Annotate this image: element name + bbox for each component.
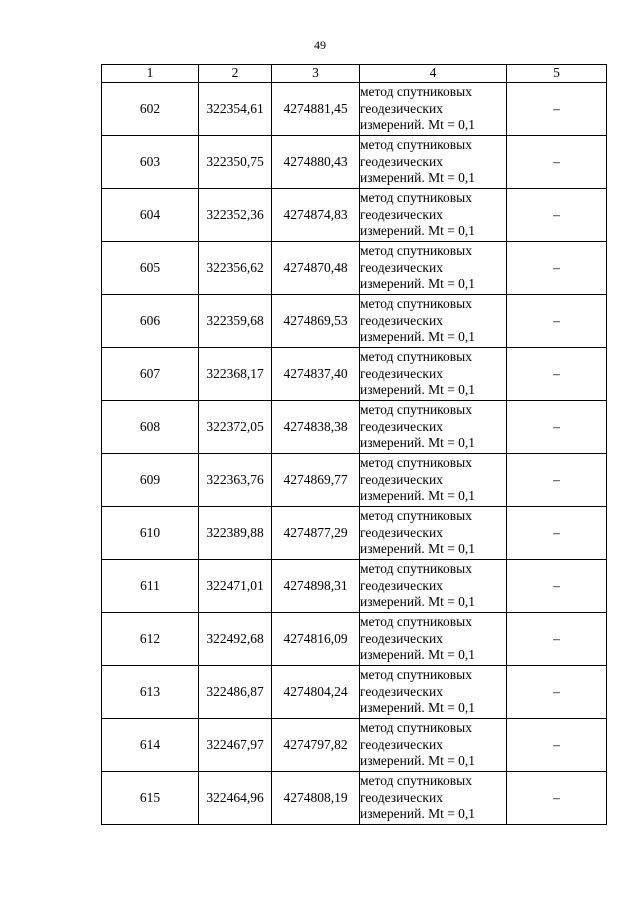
table-row bbox=[102, 348, 607, 401]
method-cell bbox=[360, 242, 507, 295]
method-cell bbox=[360, 560, 507, 613]
point-number-cell: 603 bbox=[102, 136, 199, 189]
note-cell: – bbox=[507, 348, 607, 401]
y-coordinate-cell: 4274877,29 bbox=[272, 507, 360, 560]
y-coordinate-cell: 4274838,38 bbox=[272, 401, 360, 454]
column-header-3: 3 bbox=[272, 65, 360, 83]
y-coordinate-cell: 4274874,83 bbox=[272, 189, 360, 242]
note-cell: – bbox=[507, 83, 607, 136]
column-header-4: 4 bbox=[360, 65, 507, 83]
point-number-cell: 604 bbox=[102, 189, 199, 242]
method-text: метод спутниковых геодезических измерений. Mt = 0,1 bbox=[360, 667, 476, 716]
table-header bbox=[102, 65, 607, 83]
point-number-cell: 614 bbox=[102, 719, 199, 772]
method-text: метод спутниковых геодезических измерений. Mt = 0,1 bbox=[360, 137, 476, 186]
point-number-cell: 606 bbox=[102, 295, 199, 348]
method-text: метод спутниковых геодезических измерений. Mt = 0,1 bbox=[360, 84, 476, 133]
note-cell: – bbox=[507, 560, 607, 613]
y-coordinate-cell: 4274816,09 bbox=[272, 613, 360, 666]
note-cell: – bbox=[507, 295, 607, 348]
x-coordinate-cell: 322372,05 bbox=[199, 401, 272, 454]
method-cell bbox=[360, 401, 507, 454]
method-text: метод спутниковых геодезических измерений. Mt = 0,1 bbox=[360, 190, 476, 239]
table-row bbox=[102, 401, 607, 454]
x-coordinate-cell: 322352,36 bbox=[199, 189, 272, 242]
note-cell: – bbox=[507, 666, 607, 719]
x-coordinate-cell: 322359,68 bbox=[199, 295, 272, 348]
x-coordinate-cell: 322350,75 bbox=[199, 136, 272, 189]
y-coordinate-cell: 4274870,48 bbox=[272, 242, 360, 295]
x-coordinate-cell: 322354,61 bbox=[199, 83, 272, 136]
table-row bbox=[102, 507, 607, 560]
y-coordinate-cell: 4274881,45 bbox=[272, 83, 360, 136]
x-coordinate-cell: 322389,88 bbox=[199, 507, 272, 560]
method-cell bbox=[360, 613, 507, 666]
note-cell: – bbox=[507, 613, 607, 666]
method-cell bbox=[360, 507, 507, 560]
method-text: метод спутниковых геодезических измерений. Mt = 0,1 bbox=[360, 720, 476, 769]
method-text: метод спутниковых геодезических измерений. Mt = 0,1 bbox=[360, 296, 476, 345]
point-number-cell: 615 bbox=[102, 772, 199, 825]
note-cell: – bbox=[507, 136, 607, 189]
y-coordinate-cell: 4274797,82 bbox=[272, 719, 360, 772]
table-body bbox=[102, 83, 607, 825]
method-text: метод спутниковых геодезических измерений. Mt = 0,1 bbox=[360, 561, 476, 610]
method-text: метод спутниковых геодезических измерений. Mt = 0,1 bbox=[360, 402, 476, 451]
x-coordinate-cell: 322356,62 bbox=[199, 242, 272, 295]
table-row bbox=[102, 295, 607, 348]
x-coordinate-cell: 322464,96 bbox=[199, 772, 272, 825]
x-coordinate-cell: 322492,68 bbox=[199, 613, 272, 666]
method-text: метод спутниковых геодезических измерений. Mt = 0,1 bbox=[360, 508, 476, 557]
column-header-1: 1 bbox=[102, 65, 199, 83]
point-number-cell: 611 bbox=[102, 560, 199, 613]
method-cell bbox=[360, 189, 507, 242]
y-coordinate-cell: 4274880,43 bbox=[272, 136, 360, 189]
method-text: метод спутниковых геодезических измерений. Mt = 0,1 bbox=[360, 614, 476, 663]
method-text: метод спутниковых геодезических измерений. Mt = 0,1 bbox=[360, 243, 476, 292]
y-coordinate-cell: 4274869,77 bbox=[272, 454, 360, 507]
table-row bbox=[102, 242, 607, 295]
x-coordinate-cell: 322368,17 bbox=[199, 348, 272, 401]
y-coordinate-cell: 4274808,19 bbox=[272, 772, 360, 825]
x-coordinate-cell: 322467,97 bbox=[199, 719, 272, 772]
method-cell bbox=[360, 348, 507, 401]
column-header-5: 5 bbox=[507, 65, 607, 83]
method-cell bbox=[360, 454, 507, 507]
x-coordinate-cell: 322486,87 bbox=[199, 666, 272, 719]
point-number-cell: 610 bbox=[102, 507, 199, 560]
note-cell: – bbox=[507, 507, 607, 560]
table-row bbox=[102, 719, 607, 772]
method-text: метод спутниковых геодезических измерений. Mt = 0,1 bbox=[360, 349, 476, 398]
coordinates-table bbox=[101, 64, 607, 825]
table-row bbox=[102, 83, 607, 136]
x-coordinate-cell: 322363,76 bbox=[199, 454, 272, 507]
y-coordinate-cell: 4274837,40 bbox=[272, 348, 360, 401]
method-text: метод спутниковых геодезических измерений. Mt = 0,1 bbox=[360, 455, 476, 504]
method-cell bbox=[360, 772, 507, 825]
point-number-cell: 612 bbox=[102, 613, 199, 666]
note-cell: – bbox=[507, 772, 607, 825]
table-row bbox=[102, 613, 607, 666]
table-row bbox=[102, 136, 607, 189]
x-coordinate-cell: 322471,01 bbox=[199, 560, 272, 613]
table-row bbox=[102, 454, 607, 507]
table-row bbox=[102, 666, 607, 719]
method-cell bbox=[360, 136, 507, 189]
method-cell bbox=[360, 295, 507, 348]
point-number-cell: 613 bbox=[102, 666, 199, 719]
table-row bbox=[102, 189, 607, 242]
column-header-2: 2 bbox=[199, 65, 272, 83]
y-coordinate-cell: 4274898,31 bbox=[272, 560, 360, 613]
note-cell: – bbox=[507, 719, 607, 772]
table-row bbox=[102, 772, 607, 825]
header-row bbox=[102, 65, 607, 83]
note-cell: – bbox=[507, 189, 607, 242]
method-text: метод спутниковых геодезических измерений. Mt = 0,1 bbox=[360, 773, 476, 822]
note-cell: – bbox=[507, 454, 607, 507]
point-number-cell: 607 bbox=[102, 348, 199, 401]
method-cell bbox=[360, 83, 507, 136]
y-coordinate-cell: 4274869,53 bbox=[272, 295, 360, 348]
point-number-cell: 602 bbox=[102, 83, 199, 136]
y-coordinate-cell: 4274804,24 bbox=[272, 666, 360, 719]
method-cell bbox=[360, 666, 507, 719]
note-cell: – bbox=[507, 401, 607, 454]
table-row bbox=[102, 560, 607, 613]
point-number-cell: 605 bbox=[102, 242, 199, 295]
point-number-cell: 608 bbox=[102, 401, 199, 454]
note-cell: – bbox=[507, 242, 607, 295]
point-number-cell: 609 bbox=[102, 454, 199, 507]
page-number: 49 bbox=[314, 38, 326, 52]
method-cell bbox=[360, 719, 507, 772]
